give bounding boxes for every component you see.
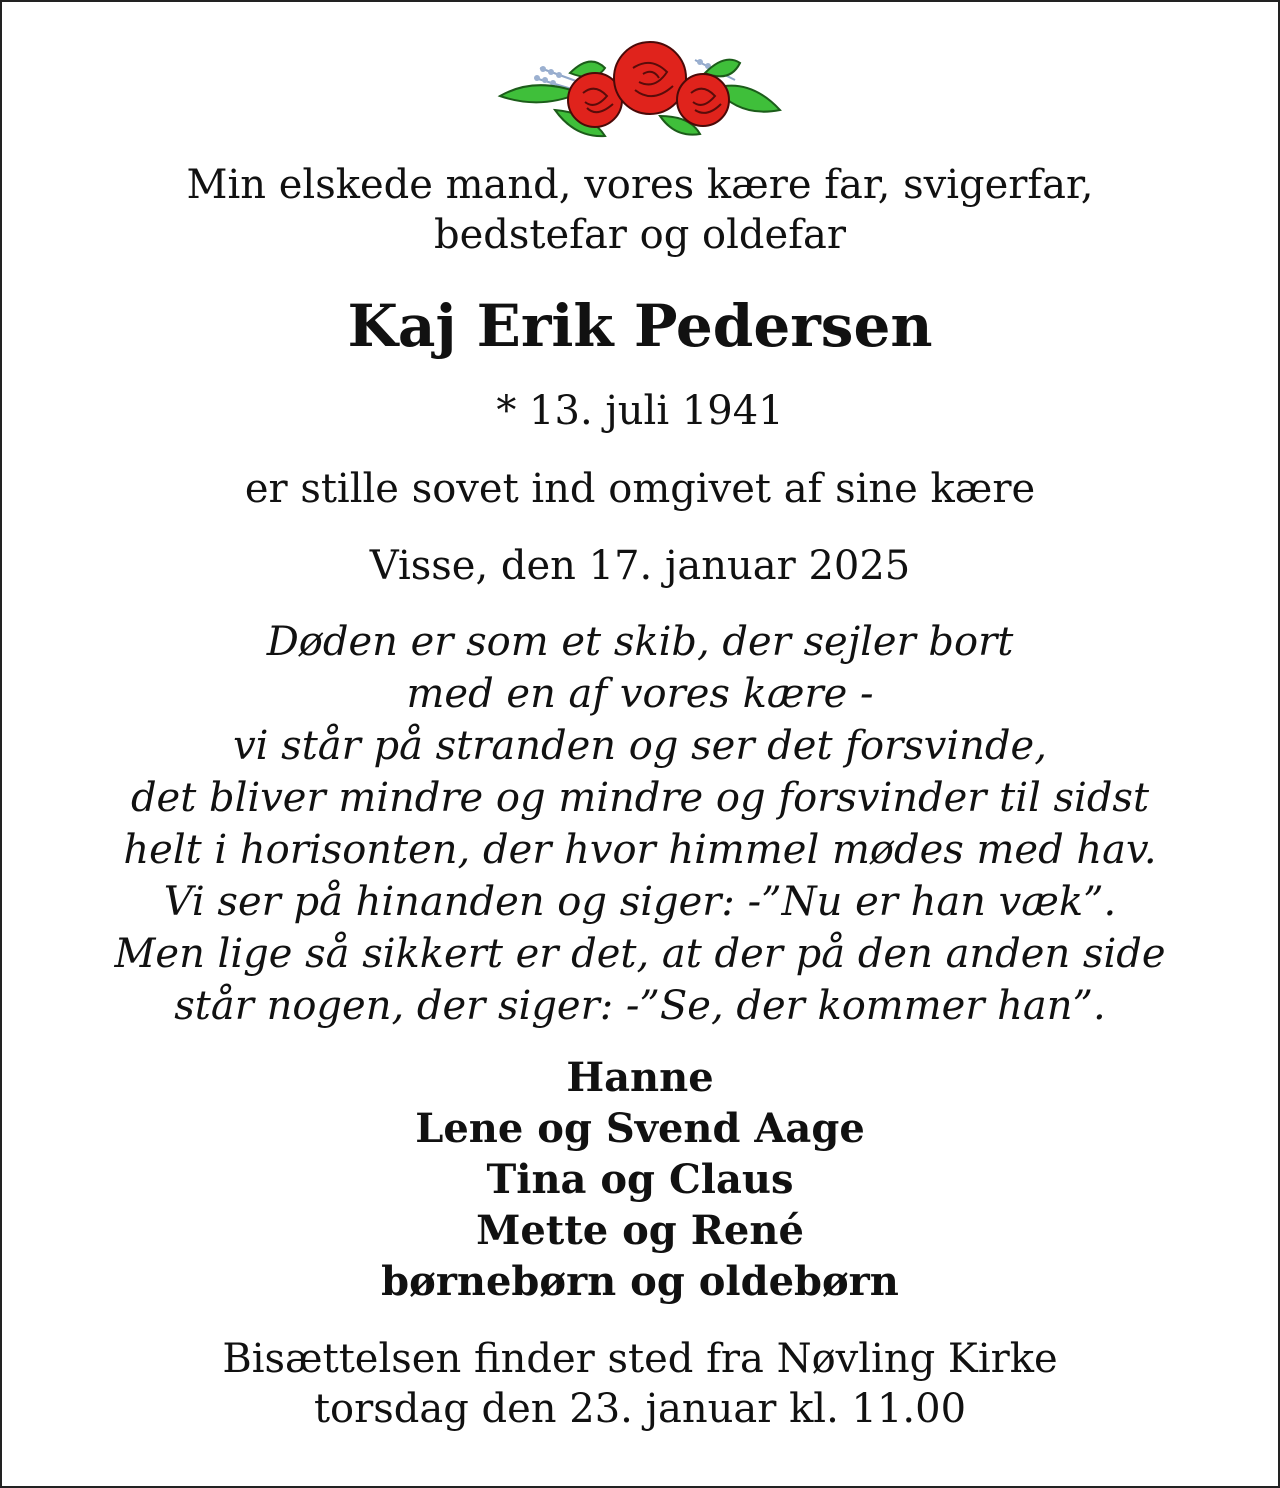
family-signatures [0,1052,1280,1307]
funeral-details [0,1334,1280,1434]
poem-line: vi står på stranden og ser det forsvinde, [233,723,1047,769]
poem-line: Vi ser på hinanden og siger: -”Nu er han væk”. [163,879,1117,925]
poem-line: Døden er som et skib, der sejler bort [266,619,1014,665]
family-member: Hanne [566,1054,714,1101]
poem-line: helt i horisonten, der hvor himmel mødes med hav. [123,827,1157,873]
family-member: Mette og René [476,1207,804,1254]
funeral-line: torsdag den 23. januar kl. 11.00 [313,1386,967,1432]
memorial-poem [0,616,1280,1032]
deceased-name: Kaj Erik Pedersen [347,292,933,360]
funeral-line: Bisættelsen finder sted fra Nøvling Kirke [222,1336,1058,1382]
birth-date: * 13. juli 1941 [496,388,784,434]
intro-text [0,160,1280,260]
family-member: Lene og Svend Aage [415,1105,865,1152]
poem-line: med en af vores kære - [406,671,874,717]
place-and-date: Visse, den 17. januar 2025 [369,543,911,589]
family-member: Tina og Claus [486,1156,794,1203]
poem-line: det bliver mindre og mindre og forsvinder til sidst [130,775,1150,821]
intro-line: bedstefar og oldefar [434,212,846,258]
intro-line: Min elskede mand, vores kære far, svigerfar, [186,162,1094,208]
poem-line: står nogen, der siger: -”Se, der kommer han”. [174,983,1106,1029]
passing-statement: er stille sovet ind omgivet af sine kære [244,466,1036,512]
poem-line: Men lige så sikkert er det, at der på den anden side [114,931,1166,977]
family-member: børnebørn og oldebørn [381,1258,899,1305]
roses-bouquet-icon [495,38,790,138]
